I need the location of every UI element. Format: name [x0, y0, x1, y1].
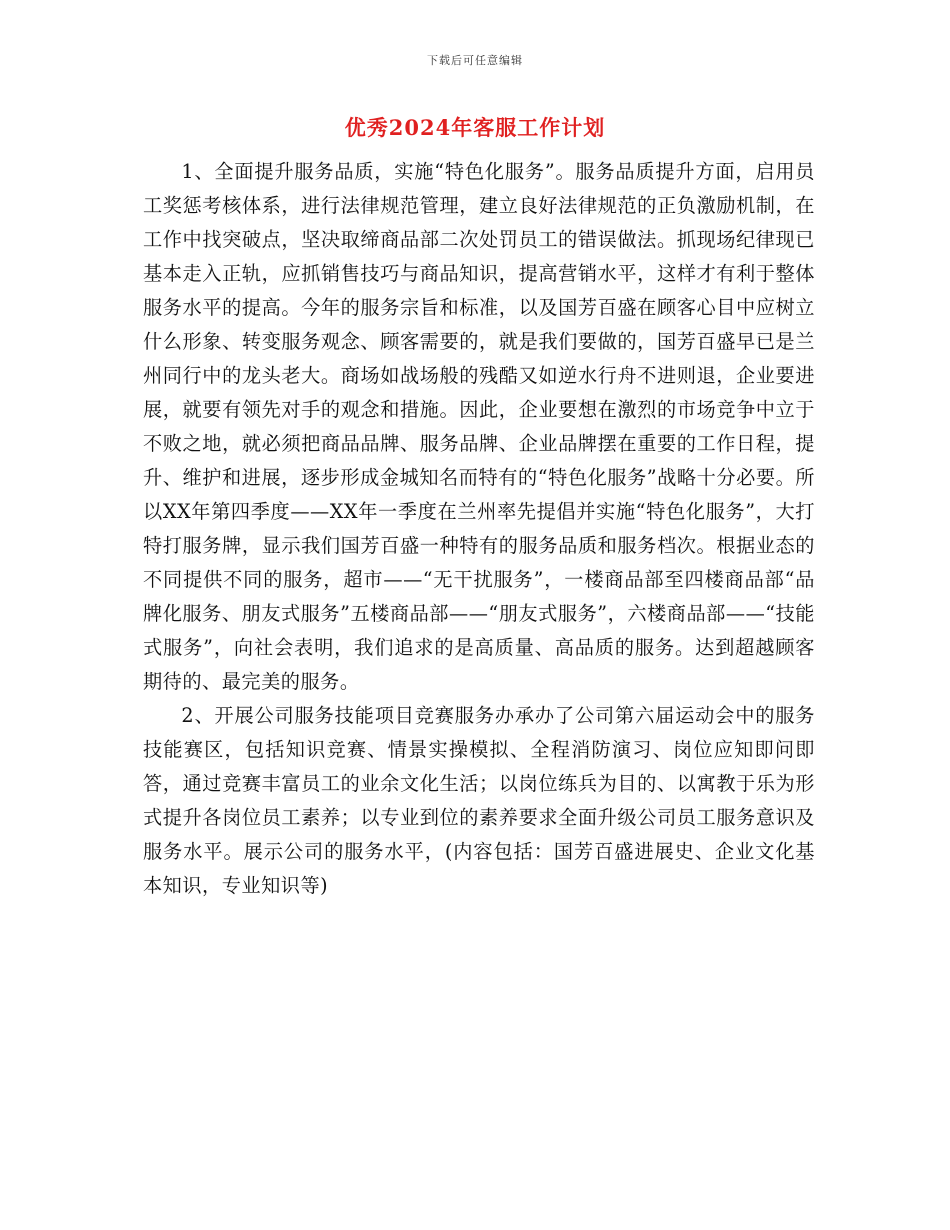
page-title: 优秀2024年客服工作计划 — [344, 115, 606, 140]
header-note: 下载后可任意编辑 — [427, 54, 523, 67]
document-body — [143, 155, 815, 903]
paragraph-1: 1、全面提升服务品质，实施“特色化服务”。服务品质提升方面，启用员工奖惩考核体系，进行法律规范管理，建立良好法律规范的正负激励机制，在工作中找突破点，坚决取缔商品部二次处罚员工的错误做法。抓现场纪律现已基本走入正轨，应抓销售技巧与商品知识，提高营销水平，这样才有利于整体服务水平的提高。今年的服务宗旨和标准，以及国芳百盛在顾客心目中应树立什么形象、转变服务观念、顾客需要的，就是我们要做的，国芳百盛早已是兰州同行中的龙头老大。商场如战场般的残酷又如逆水行舟不进则退，企业要进展，就要有领先对手的观念和措施。因此，企业要想在激烈的市场竞争中立于不败之地，就必须把商品品牌、服务品牌、企业品牌摆在重要的工作日程，提升、维护和进展，逐步形成金城知名而特有的“特色化服务”战略十分必要。所以XX年第四季度——XX年一季度在兰州率先提倡并实施“特色化服务”，大打特打服务牌，显示我们国芳百盛一种特有的服务品质和服务档次。根据业态的不同提供不同的服务，超市——“无干扰服务”，一楼商品部至四楼商品部“品牌化服务、朋友式服务”五楼商品部——“朋友式服务”，六楼商品部——“技能式服务”，向社会表明，我们追求的是高质量、高品质的服务。达到超越顾客期待的、最完美的服务。 — [143, 160, 815, 693]
paragraph-2: 2、开展公司服务技能项目竞赛服务办承办了公司第六届运动会中的服务技能赛区，包括知识竞赛、情景实操模拟、全程消防演习、岗位应知即问即答，通过竞赛丰富员工的业余文化生活；以岗位练兵为目的、以寓教于乐为形式提升各岗位员工素养；以专业到位的素养要求全面升级公司员工服务意识及服务水平。展示公司的服务水平，(内容包括：国芳百盛进展史、企业文化基本知识，专业知识等) — [143, 704, 815, 897]
